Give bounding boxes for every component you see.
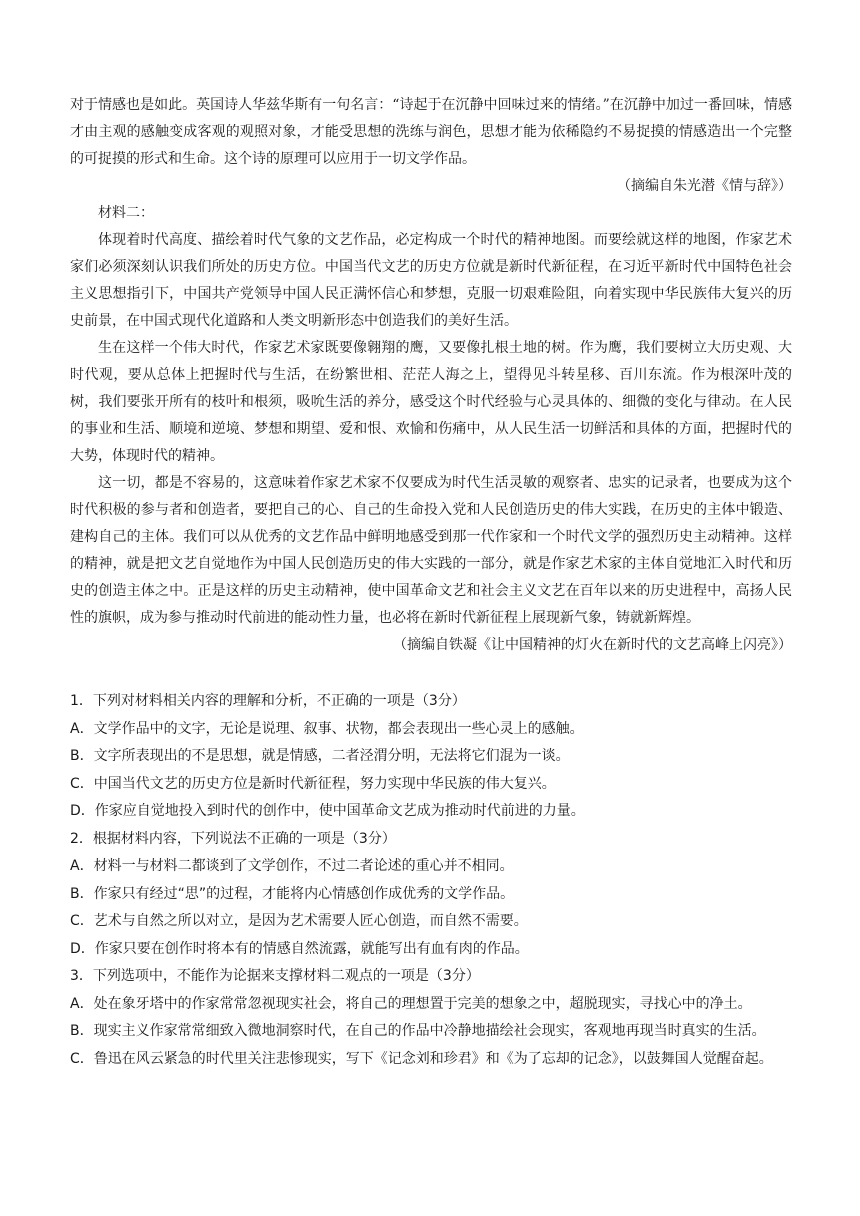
option-c: C．艺术与自然之所以对立，是因为艺术需要人匠心创造，而自然不需要。 bbox=[70, 913, 528, 929]
option-c: C．鲁迅在风云紧急的时代里关注悲惨现实，写下《记念刘和珍君》和《为了忘却的记念》，以鼓舞国人觉醒奋起。 bbox=[70, 1050, 773, 1067]
material-two-source: （摘编自铁凝《让中国精神的灯火在新时代的文艺高峰上闪亮》） bbox=[393, 637, 792, 653]
option-a: A．处在象牙塔中的作家常常忽视现实社会，将自己的理想置于完美的想象之中，超脱现实，寻找心中的净土。 bbox=[70, 995, 752, 1012]
material-two-paragraph-2: 生在这样一个伟大时代，作家艺术家既要像翱翔的鹰，又要像扎根土地的树。作为鹰，我们要树立大历史观、大时代观，要从总体上把握时代与生活，在纷繁世相、茫茫人海之上，望得见斗转星移、百川东流。作为根深叶茂的树，我们要张开所有的枝叶和根须，吸吮生活的养分，感受这个时代经验与心灵具体的、细微的变化与律动。在人民的事业和生活、顺境和逆境、梦想和期望、爱和恨、欢愉和伤痛中，从人民生活一切鲜活和具体的方面，把握时代的大势，体现时代的精神。 bbox=[70, 340, 792, 464]
option-d: D．作家只要在创作时将本有的情感自然流露，就能写出有血有肉的作品。 bbox=[70, 940, 529, 957]
option-c: C．中国当代文艺的历史方位是新时代新征程，努力实现中华民族的伟大复兴。 bbox=[70, 775, 556, 792]
option-d: D．作家应自觉地投入到时代的创作中，使中国革命文艺成为推动时代前进的力量。 bbox=[70, 803, 585, 819]
material-one-source: （摘编自朱光潜《情与辞》） bbox=[617, 178, 792, 194]
material-two bbox=[70, 200, 792, 659]
questions bbox=[70, 688, 792, 1073]
option-b: B．作家只有经过“思”的过程，才能将内心情感创作成优秀的文学作品。 bbox=[70, 885, 515, 902]
question-3 bbox=[70, 963, 792, 1073]
option-b: B．文字所表现出的不是思想，就是情感，二者泾渭分明，无法将它们混为一谈。 bbox=[70, 748, 570, 764]
option-b: B．现实主义作家常常细致入微地洞察时代，在自己的作品中冷静地描绘社会现实，客观地再现当时真实的生活。 bbox=[70, 1023, 766, 1039]
question-stem: 3．下列选项中，不能作为论据来支撑材料二观点的一项是（3分） bbox=[70, 968, 480, 984]
option-a: A．材料一与材料二都谈到了文学创作，不过二者论述的重心并不相同。 bbox=[70, 858, 514, 874]
material-one-tail bbox=[70, 92, 792, 200]
question-stem: 2．根据材料内容，下列说法不正确的一项是（3分） bbox=[70, 830, 396, 847]
material-one-paragraph: 对于情感也是如此。英国诗人华兹华斯有一句名言：“诗起于在沉静中回味过来的情绪。”在沉静中加过一番回味，情感才由主观的感触变成客观的观照对象，才能受思想的洗练与润色，思想才能为依稀隐约不易捉摸的情感造出一个完整的可捉摸的形式和生命。这个诗的原理可以应用于一切文学作品。 bbox=[70, 97, 792, 167]
question-stem: 1．下列对材料相关内容的理解和分析，不正确的一项是（3分） bbox=[70, 693, 466, 709]
material-two-paragraph-1: 体现着时代高度、描绘着时代气象的文艺作品，必定构成一个时代的精神地图。而要绘就这样的地图，作家艺术家们必须深刻认识我们所处的历史方位。中国当代文艺的历史方位就是新时代新征程，在习近平新时代中国特色社会主义思想指引下，中国共产党领导中国人民正满怀信心和梦想，克服一切艰难险阻，向着实现中华民族伟大复兴的历史前景，在中国式现代化道路和人类文明新形态中创造我们的美好生活。 bbox=[70, 232, 792, 329]
material-two-paragraph-3: 这一切，都是不容易的，这意味着作家艺术家不仅要成为时代生活灵敏的观察者、忠实的记录者，也要成为这个时代积极的参与者和创造者，要把自己的心、自己的生命投入党和人民创造历史的伟大实践，在历史的主体中锻造、建构自己的主体。我们可以从优秀的文艺作品中鲜明地感受到那一代作家和一个时代文学的强烈历史主动精神。这样的精神，就是把文艺自觉地作为中国人民创造历史的伟大实践的一部分，就是作家艺术家的主体自觉地汇入时代和历史的创造主体之中。正是这样的历史主动精神，使中国革命文艺和社会主义文艺在百年以来的历史进程中，高扬人民性的旗帜，成为参与推动时代前进的能动性力量，也必将在新时代新征程上展现新气象，铸就新辉煌。 bbox=[70, 475, 792, 626]
option-a: A．文学作品中的文字，无论是说理、叙事、状物，都会表现出一些心灵上的感触。 bbox=[70, 720, 584, 737]
question-1 bbox=[70, 688, 792, 826]
material-two-heading: 材料二： bbox=[98, 205, 154, 221]
question-2 bbox=[70, 826, 792, 964]
